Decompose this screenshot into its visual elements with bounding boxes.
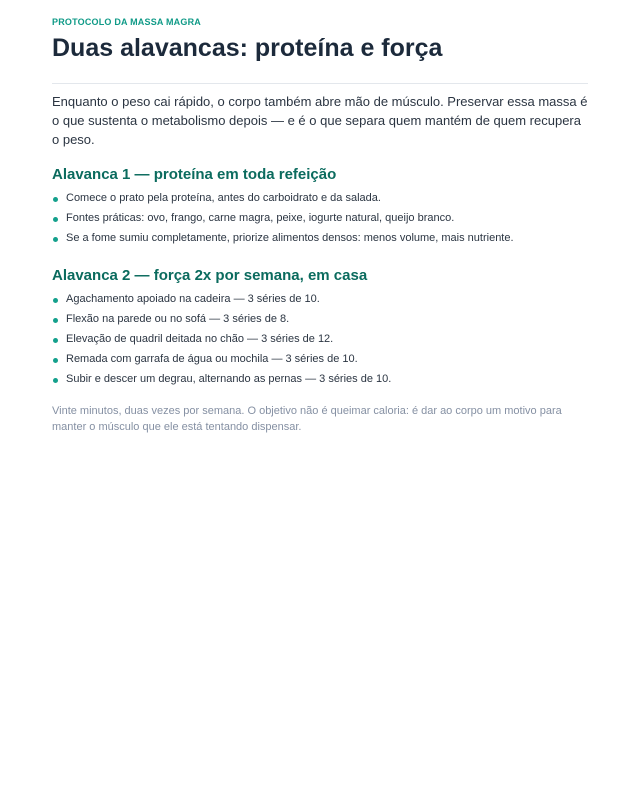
closing-note: Vinte minutos, duas vezes por semana. O objetivo não é queimar caloria: é dar ao corpo um motivo para manter o músculo que ele está tentando dispensar. <box>52 405 562 433</box>
title-divider <box>52 83 588 84</box>
bullet-dot-icon <box>53 318 58 323</box>
list-item <box>52 310 588 330</box>
bullet-dot-icon <box>53 358 58 363</box>
list-item <box>52 370 588 390</box>
list-item-text: Agachamento apoiado na cadeira — 3 séries de 10. <box>66 293 320 305</box>
list-item-text: Fontes práticas: ovo, frango, carne magra, peixe, iogurte natural, queijo branco. <box>66 212 455 224</box>
list-item <box>52 189 588 209</box>
protein-list <box>52 189 588 249</box>
bullet-dot-icon <box>53 298 58 303</box>
bullet-dot-icon <box>53 217 58 222</box>
bullet-dot-icon <box>53 237 58 242</box>
list-item <box>52 290 588 310</box>
bullet-dot-icon <box>53 197 58 202</box>
bullet-dot-icon <box>53 338 58 343</box>
list-item-text: Comece o prato pela proteína, antes do carboidrato e da salada. <box>66 192 381 204</box>
list-item-text: Subir e descer um degrau, alternando as pernas — 3 séries de 10. <box>66 373 392 385</box>
list-item <box>52 330 588 350</box>
list-item <box>52 350 588 370</box>
page-title: Duas alavancas: proteína e força <box>52 34 443 62</box>
bullet-dot-icon <box>53 378 58 383</box>
list-item-text: Flexão na parede ou no sofá — 3 séries de 8. <box>66 313 290 325</box>
list-item-text: Elevação de quadril deitada no chão — 3 séries de 12. <box>66 333 334 345</box>
lead-paragraph: Enquanto o peso cai rápido, o corpo também abre mão de músculo. Preservar essa massa é o que sustenta o metabolismo depois — e é o que separa quem mantém de quem recupera o peso. <box>52 94 588 147</box>
section-heading-protein: Alavanca 1 — proteína em toda refeição <box>52 166 337 183</box>
strength-list <box>52 290 588 390</box>
list-item <box>52 209 588 229</box>
section-heading-strength: Alavanca 2 — força 2x por semana, em casa <box>52 267 368 284</box>
eyebrow-label: PROTOCOLO DA MASSA MAGRA <box>52 17 201 27</box>
list-item <box>52 229 588 249</box>
list-item-text: Se a fome sumiu completamente, priorize alimentos densos: menos volume, mais nutriente. <box>66 232 514 244</box>
list-item-text: Remada com garrafa de água ou mochila — 3 séries de 10. <box>66 353 358 365</box>
